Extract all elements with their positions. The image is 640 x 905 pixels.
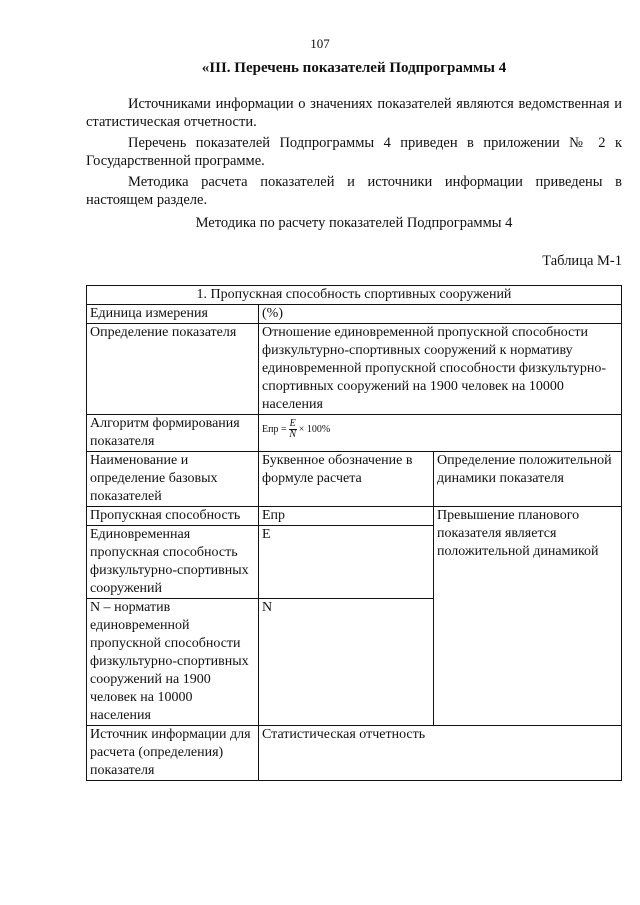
- section-heading: «III. Перечень показателей Подпрограммы 4: [201, 60, 507, 76]
- methodology-table: [86, 285, 622, 781]
- source-value: Статистическая отчетность: [259, 726, 622, 781]
- paragraph-sources: Источниками информации о значениях показателей являются ведомственная и статистическая отчетности.: [86, 96, 622, 130]
- source-label: Источник информации для расчета (определения) показателя: [87, 726, 259, 781]
- table-row: [87, 726, 622, 781]
- formula-fraction: [289, 419, 297, 440]
- unit-value: (%): [259, 305, 622, 324]
- row-symbol-simultaneous: E: [259, 526, 434, 599]
- column-header-dynamics: Определение положительной динамики показателя: [434, 452, 622, 507]
- methodology-subtitle: Методика по расчету показателей Подпрограммы 4: [195, 215, 513, 231]
- formula-numerator: E: [289, 418, 296, 429]
- unit-label: Единица измерения: [87, 305, 259, 324]
- formula-rhs: × 100%: [298, 423, 331, 435]
- table-row: [87, 507, 622, 526]
- paragraph-methodology: Методика расчета показателей и источники информации приведены в настоящем разделе.: [86, 174, 622, 208]
- row-symbol-norm: N: [259, 599, 434, 726]
- dynamics-value: Превышение планового показателя является положительной динамикой: [434, 507, 622, 726]
- definition-value: Отношение единовременной пропускной способности физкультурно-спортивных сооружений к нормативу единовременной пропускной способности физкультурно-спортивных сооружений на 1900 человек на 10000 населения: [259, 324, 622, 415]
- definition-label: Определение показателя: [87, 324, 259, 415]
- table-row: [87, 452, 622, 507]
- table-row: [87, 324, 622, 415]
- table-caption: Таблица М-1: [542, 253, 622, 269]
- row-name-capacity: Пропускная способность: [87, 507, 259, 526]
- formula-lhs: Eпр =: [262, 423, 287, 435]
- intro-paragraphs: [86, 95, 622, 212]
- formula-denominator: N: [289, 429, 296, 440]
- column-header-symbol: Буквенное обозначение в формуле расчета: [259, 452, 434, 507]
- indicator-title: 1. Пропускная способность спортивных сооружений: [87, 286, 622, 305]
- paragraph-list-reference: Перечень показателей Подпрограммы 4 приведен в приложении № 2 к Государственной программе.: [86, 135, 622, 169]
- column-header-name: Наименование и определение базовых показателей: [87, 452, 259, 507]
- table-row: [87, 305, 622, 324]
- table-row: [87, 415, 622, 452]
- algorithm-label: Алгоритм формирования показателя: [87, 415, 259, 452]
- formula-cell: [259, 415, 622, 452]
- formula: [262, 415, 330, 440]
- row-name-norm: N – норматив единовременной пропускной способности физкультурно-спортивных сооружений на 1900 человек на 10000 населения: [87, 599, 259, 726]
- row-name-simultaneous: Единовременная пропускная способность физкультурно-спортивных сооружений: [87, 526, 259, 599]
- table-row: [87, 286, 622, 305]
- page-number: 107: [310, 36, 330, 51]
- row-symbol-capacity: Eпр: [259, 507, 434, 526]
